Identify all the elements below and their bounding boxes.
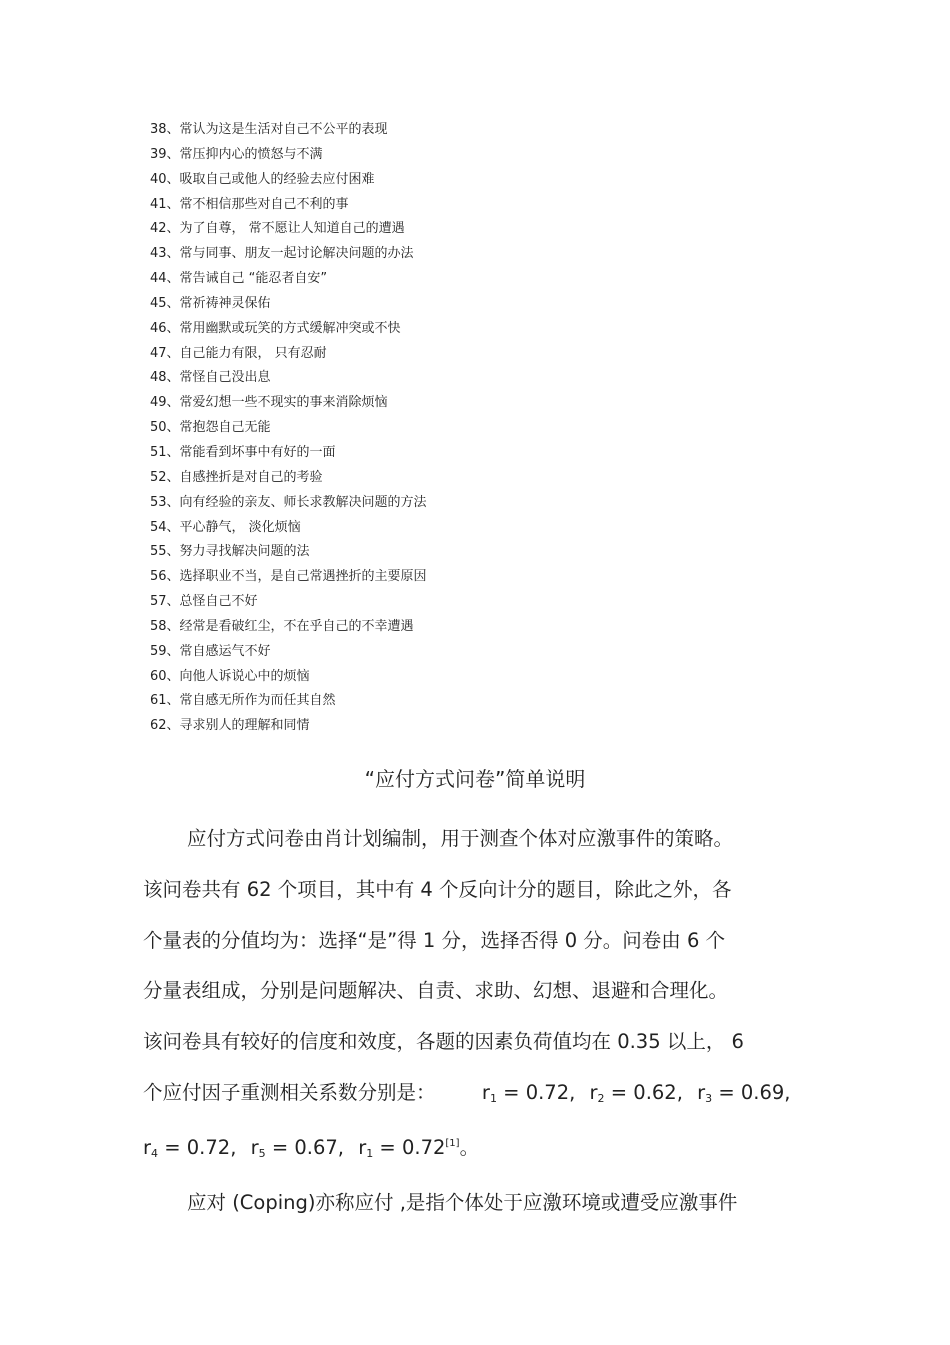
list-item: 45、常祈祷神灵保佑 <box>150 295 271 311</box>
paragraph-line: 该问卷共有 62 个项目，其中有 4 个反向计分的题目，除此之外，各 <box>143 877 732 901</box>
coefficient-r2: $r_2 = 0.62$, <box>589 1080 683 1105</box>
list-item: 59、常自感运气不好 <box>150 643 271 659</box>
list-item: 61、常自感无所作为而任其自然 <box>150 693 336 709</box>
coefficient-intro: 个应付因子重测相关系数分别是： <box>143 1080 436 1104</box>
list-item: 48、常怪自己没出息 <box>150 370 271 386</box>
list-item: 60、向他人诉说心中的烦恼 <box>150 668 310 684</box>
section-title: “应付方式问卷”简单说明 <box>364 767 586 791</box>
list-item: 38、常认为这是生活对自己不公平的表现 <box>150 122 388 137</box>
list-item: 46、常用幽默或玩笑的方式缓解冲突或不快 <box>150 320 401 336</box>
paragraph-line: 应对 (Coping)亦称应付 ,是指个体处于应激环境或遭受应激事件 <box>187 1191 738 1214</box>
paragraph-line: 应付方式问卷由肖计划编制，用于测查个体对应激事件的策略。 <box>187 827 734 850</box>
list-item: 62、寻求别人的理解和同情 <box>150 718 310 734</box>
list-item: 42、为了自尊， 常不愿让人知道自己的遭遇 <box>150 221 405 237</box>
coefficient-r4: $r_4 = 0.72$, <box>143 1135 237 1160</box>
questionnaire-item-list <box>150 118 850 739</box>
list-item: 55、努力寻找解决问题的法 <box>150 544 310 560</box>
list-item: 51、常能看到坏事中有好的一面 <box>150 444 336 460</box>
coefficient-r5: $r_5 = 0.67$, <box>250 1135 344 1160</box>
end-mark: 。 <box>459 1135 480 1159</box>
paragraph-line: 该问卷具有较好的信度和效度，各题的因素负荷值均在 0.35 以上， 6 <box>143 1030 744 1054</box>
list-item: 43、常与同事、朋友一起讨论解决问题的办法 <box>150 246 414 262</box>
coefficient-line <box>143 1068 813 1119</box>
list-item: 49、常爱幻想一些不现实的事来消除烦恼 <box>150 395 388 411</box>
paragraph-line: 个量表的分值均为：选择“是”得 1 分，选择否得 0 分。问卷由 6 个 <box>143 928 726 952</box>
list-item: 56、选择职业不当，是自己常遇挫折的主要原因 <box>150 569 427 585</box>
list-item: 47、自己能力有限， 只有忍耐 <box>150 345 327 361</box>
coefficient-line <box>143 1119 813 1170</box>
coefficient-r3: $r_3 = 0.69$, <box>697 1080 791 1105</box>
citation-marker[interactable]: [1] <box>445 1137 460 1149</box>
coping-paragraph <box>143 1178 813 1229</box>
list-item: 39、常压抑内心的愤怒与不满 <box>150 146 323 162</box>
list-item: 57、总怪自己不好 <box>150 594 258 610</box>
coefficient-r1-repeat: $r_1 = 0.72$ <box>358 1135 446 1160</box>
list-item: 50、常抱怨自己无能 <box>150 420 271 436</box>
list-item: 52、自感挫折是对自己的考验 <box>150 469 323 485</box>
paragraph-line: 分量表组成，分别是问题解决、自责、求助、幻想、退避和合理化。 <box>143 979 729 1003</box>
list-item: 40、吸取自己或他人的经验去应付困难 <box>150 171 375 187</box>
list-item: 54、平心静气， 淡化烦恼 <box>150 519 301 535</box>
list-item: 41、常不相信那些对自己不利的事 <box>150 196 349 212</box>
coefficient-r1: $r_1 = 0.72$, <box>481 1080 576 1105</box>
description-paragraph <box>143 814 813 1170</box>
list-item: 53、向有经验的亲友、师长求教解决问题的方法 <box>150 494 427 510</box>
list-item: 58、经常是看破红尘，不在乎自己的不幸遭遇 <box>150 618 414 634</box>
list-item: 44、常告诫自己 “能忍者自安” <box>150 271 328 287</box>
